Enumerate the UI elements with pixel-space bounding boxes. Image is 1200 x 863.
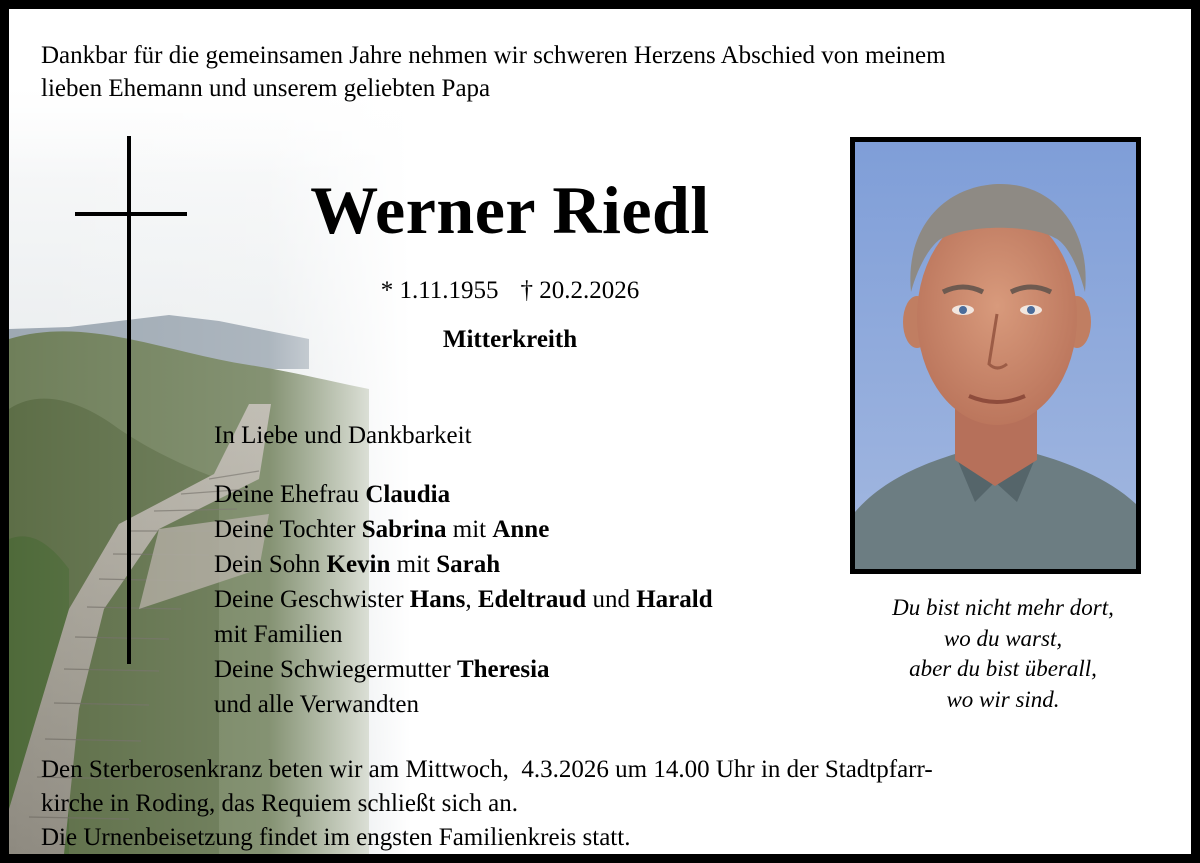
portrait-photo <box>850 137 1141 574</box>
relation-label: Deine Tochter <box>214 516 362 543</box>
mourner-name: Sabrina <box>361 516 447 543</box>
portrait-image <box>855 142 1136 569</box>
notice-line-1: Den Sterberosenkranz beten wir am Mittwoch, 4.3.2026 um 14.00 Uhr in der Stadtpfarr- <box>41 756 933 783</box>
notice-line-2: kirche in Roding, das Requiem schließt sich an. <box>41 790 518 817</box>
intro-line-1: Dankbar für die gemeinsamen Jahre nehmen wir schweren Herzens Abschied von meinem <box>41 42 946 69</box>
connector-text: und <box>586 586 637 613</box>
cross-icon <box>69 136 191 664</box>
relation-label: Dein Sohn <box>214 551 327 578</box>
mourner-son <box>214 547 713 582</box>
mourner-name: Theresia <box>456 656 550 683</box>
relation-label: Deine Ehefrau <box>214 481 366 508</box>
death-date: † 20.2.2026 <box>520 277 640 304</box>
birth-date: * 1.11.1955 <box>380 277 499 304</box>
relation-label: Deine Schwiegermutter <box>214 656 457 683</box>
quote-line-4: wo wir sind. <box>946 686 1060 712</box>
quote-line-3: aber du bist überall, <box>909 656 1097 681</box>
mourner-name: Claudia <box>365 481 451 508</box>
mourner-name: Sarah <box>436 551 501 578</box>
connector-text: mit <box>390 551 437 578</box>
memorial-quote <box>851 593 1155 715</box>
mourners-intro: In Liebe und Dankbarkeit <box>214 422 472 449</box>
mourner-relatives: und alle Verwandten <box>214 691 420 718</box>
quote-line-2: wo du warst, <box>943 625 1063 651</box>
quote-line-1: Du bist nicht mehr dort, <box>892 595 1114 620</box>
mourners-list <box>214 418 713 722</box>
connector-text: mit <box>446 516 493 543</box>
mourner-mother-in-law <box>214 652 713 687</box>
intro-line-2: lieben Ehemann und unserem geliebten Papa <box>41 75 491 102</box>
mourner-name: Harald <box>636 586 713 613</box>
mourner-name: Anne <box>492 516 550 543</box>
spacer <box>214 453 713 477</box>
mourner-daughter <box>214 512 713 547</box>
mourner-siblings <box>214 582 713 617</box>
relation-label: Deine Geschwister <box>214 586 410 613</box>
mourner-siblings-families: mit Familien <box>214 621 343 648</box>
funeral-notice <box>41 753 933 855</box>
notice-line-3: Die Urnenbeisetzung findet im engsten Familienkreis statt. <box>41 824 631 851</box>
mourner-name: Edeltraud <box>477 586 587 613</box>
life-dates <box>305 277 715 305</box>
connector-text: , <box>465 586 478 613</box>
mourner-name: Hans <box>409 586 466 613</box>
mourner-wife <box>214 477 713 512</box>
deceased-name: Werner Riedl <box>310 172 710 248</box>
mourner-name: Kevin <box>326 551 391 578</box>
intro-text <box>41 39 946 105</box>
residence-place: Mitterkreith <box>442 326 578 353</box>
